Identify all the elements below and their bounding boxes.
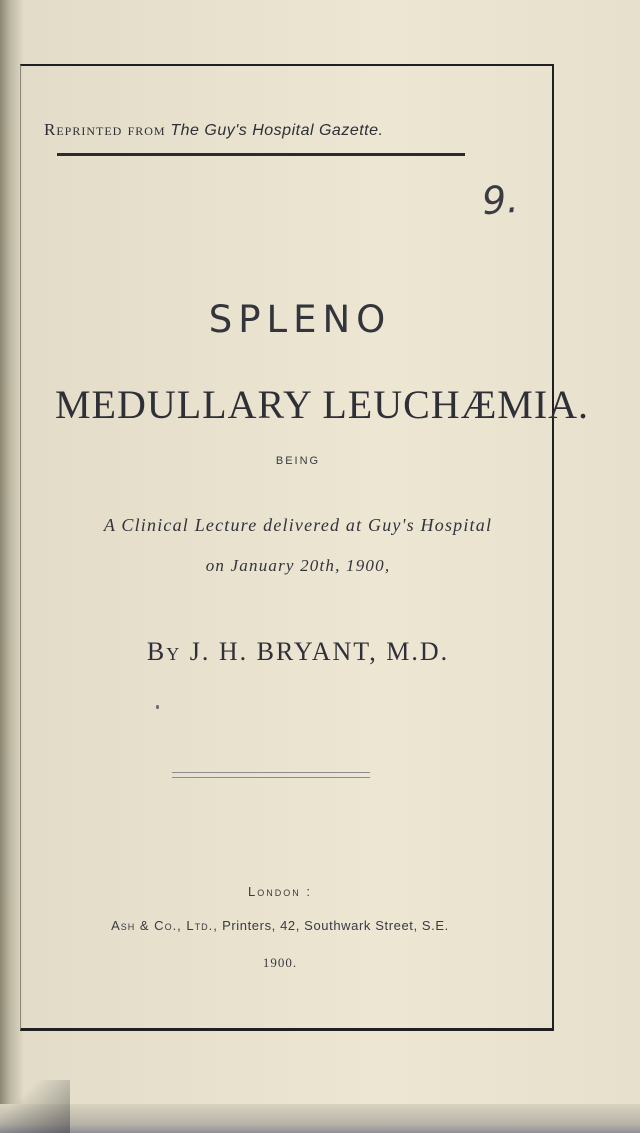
title-line-1: SPLENO [208,298,392,341]
printer-name: Ash & Co., Ltd., [111,918,218,933]
handwritten-number: 9. [480,176,520,224]
ink-speck [156,705,159,709]
journal-title: The Guy's Hospital Gazette. [170,122,384,139]
reprint-underline [57,153,465,156]
imprint-year: 1900. [262,955,298,970]
author-line [0,637,596,667]
author-by: By [146,637,182,666]
imprint-printer [0,918,560,933]
imprint-city: London : [248,884,312,899]
lecture-line-2: on January 20th, 1900, [205,556,391,575]
reprint-prefix: Reprinted from [44,120,166,139]
author-name: J. H. BRYANT, M.D. [189,637,450,666]
being-label: BEING [275,455,321,467]
reprint-notice [44,120,474,140]
printer-address: Printers, 42, Southwark Street, S.E. [222,918,449,933]
corner-shadow [0,1080,70,1133]
lecture-line-1: A Clinical Lecture delivered at Guy's Hospital [103,515,493,535]
title-line-2: MEDULLARY LEUCHÆMIA. [54,382,590,427]
divider-rule [172,772,370,778]
page-bottom-edge [0,1104,640,1133]
